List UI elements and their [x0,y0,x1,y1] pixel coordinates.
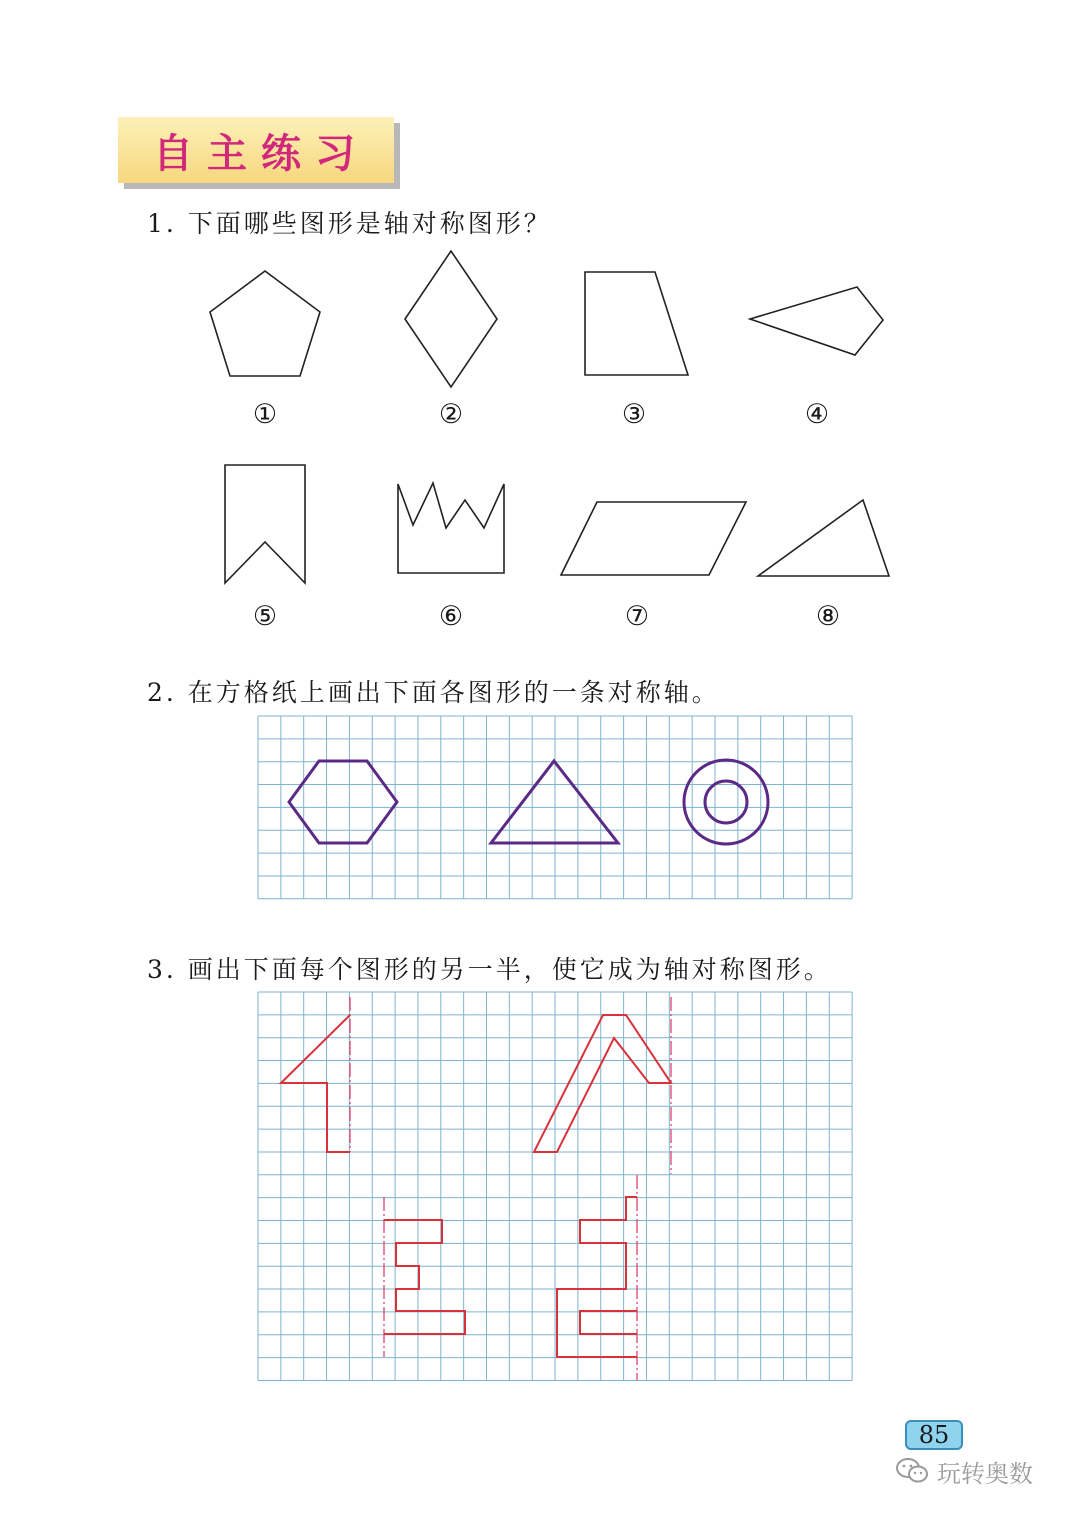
shape-label-6: ⑥ [438,601,464,632]
shape-3-trapezoid [585,272,688,375]
shape-label-7: ⑦ [624,601,650,632]
shape-8-triangle [758,500,889,576]
q3-symmetry-axes [350,997,671,1380]
shape-5-flag [225,465,305,583]
wechat-icon [895,1457,929,1485]
half-figure-3 [384,1220,465,1334]
q2-inner-circle [705,781,747,823]
shape-6-crown [398,483,504,573]
q1-shapes [210,251,889,583]
shape-2-rhombus [405,251,497,387]
shape-7-parallelogram [561,502,746,575]
shape-label-4: ④ [804,399,830,430]
half-figure-4-inner [580,1311,637,1334]
question-1: 1. 下面哪些图形是轴对称图形？ [147,209,552,238]
shape-label-3: ③ [621,399,647,430]
shape-1-pentagon [210,271,320,376]
shape-label-5: ⑤ [252,601,278,632]
q3-grid-paper [258,992,852,1380]
q2-figures [289,760,768,844]
q2-grid-paper [258,716,852,899]
shape-label-8: ⑧ [815,601,841,632]
shape-4-kite [750,287,883,355]
watermark [895,1455,1033,1487]
shape-label-1: ① [252,399,278,430]
section-title: 自主练习 [153,130,369,177]
shape-label-2: ② [438,399,464,430]
watermark-text: 玩转奥数 [937,1459,1033,1488]
q3-half-figures [281,1015,671,1357]
question-2: 2. 在方格纸上画出下面各图形的一条对称轴。 [147,678,720,707]
q2-outer-circle [684,760,768,844]
question-3: 3. 画出下面每个图形的另一半，使它成为轴对称图形。 [147,955,832,984]
page-number: 85 [905,1420,963,1450]
